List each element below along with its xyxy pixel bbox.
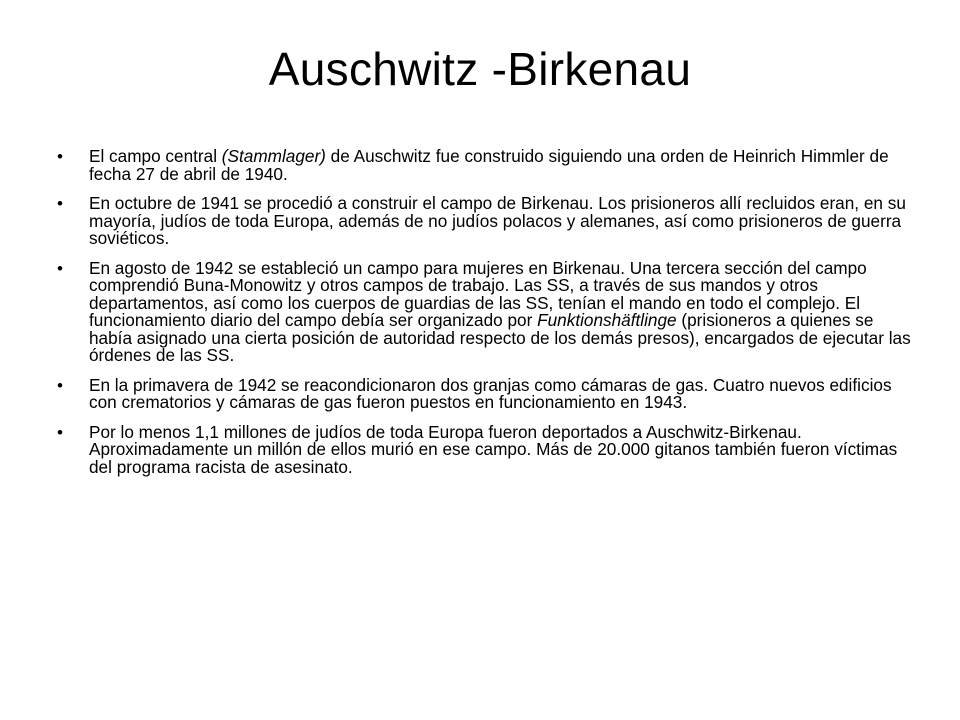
italic-term: (Stammlager) xyxy=(221,146,326,166)
bullet-dot-icon: • xyxy=(57,147,63,166)
italic-term: Funktionshäftlinge xyxy=(537,310,677,330)
bullet-item xyxy=(52,195,912,248)
text-segment: En agosto de 1942 se estableció un campo para mujeres en Birkenau. Una tercera sección del campo comprendió Buna-Monowitz y otros campos de trabajo. Las SS, a través de sus mandos y otros departamentos, así como los cuerpos de guardias de las SS, tenían el mando en todo el complejo. El funcionamiento diario del campo debía ser organizado por xyxy=(89,257,867,330)
bullet-dot-icon: • xyxy=(57,258,63,278)
bullet-item xyxy=(52,148,912,183)
text-segment: En octubre de 1941 se procedió a construir el campo de Birkenau. Los prisioneros allí recluidos eran, en su mayoría, judíos de toda Europa, además de no judíos polacos y alemanes, así como prisioneros de guerra soviéticos. xyxy=(89,193,906,248)
bullet-item xyxy=(52,374,912,412)
bullet-text xyxy=(89,258,911,366)
bullet-item xyxy=(52,257,912,365)
text-segment: En la primavera de 1942 se reacondicionaron dos granjas como cámaras de gas. Cuatro nuevos edificios con crematorios y cámaras de gas fueron puestos en funcionamiento en 1943. xyxy=(89,374,892,412)
bullet-item xyxy=(52,421,912,477)
bullet-text xyxy=(89,146,889,184)
bullet-text xyxy=(89,193,906,248)
text-segment: (prisioneros a quienes se había asignado una cierta posición de autoridad respecto de los demás presos), encargados de ejecutar las órdenes de las SS. xyxy=(89,310,911,365)
text-segment: El campo central xyxy=(89,146,222,166)
text-segment: Por lo menos 1,1 millones de judíos de toda Europa fueron deportados a Auschwitz-Birkenau. Aproximadamente un millón de ellos murió en ese campo. Más de 20.000 gitanos también fueron víctimas del programa racista de asesinato. xyxy=(89,421,898,477)
bullet-list xyxy=(52,148,912,488)
bullet-text xyxy=(89,422,897,477)
bullet-dot-icon: • xyxy=(57,194,63,213)
text-segment: de Auschwitz fue construido siguiendo una orden de Heinrich Himmler de fecha 27 de abril de 1940. xyxy=(89,146,889,184)
bullet-dot-icon: • xyxy=(57,422,63,442)
bullet-text xyxy=(89,375,892,413)
slide-title: Auschwitz -Birkenau xyxy=(268,43,692,95)
bullet-dot-icon: • xyxy=(57,375,63,395)
